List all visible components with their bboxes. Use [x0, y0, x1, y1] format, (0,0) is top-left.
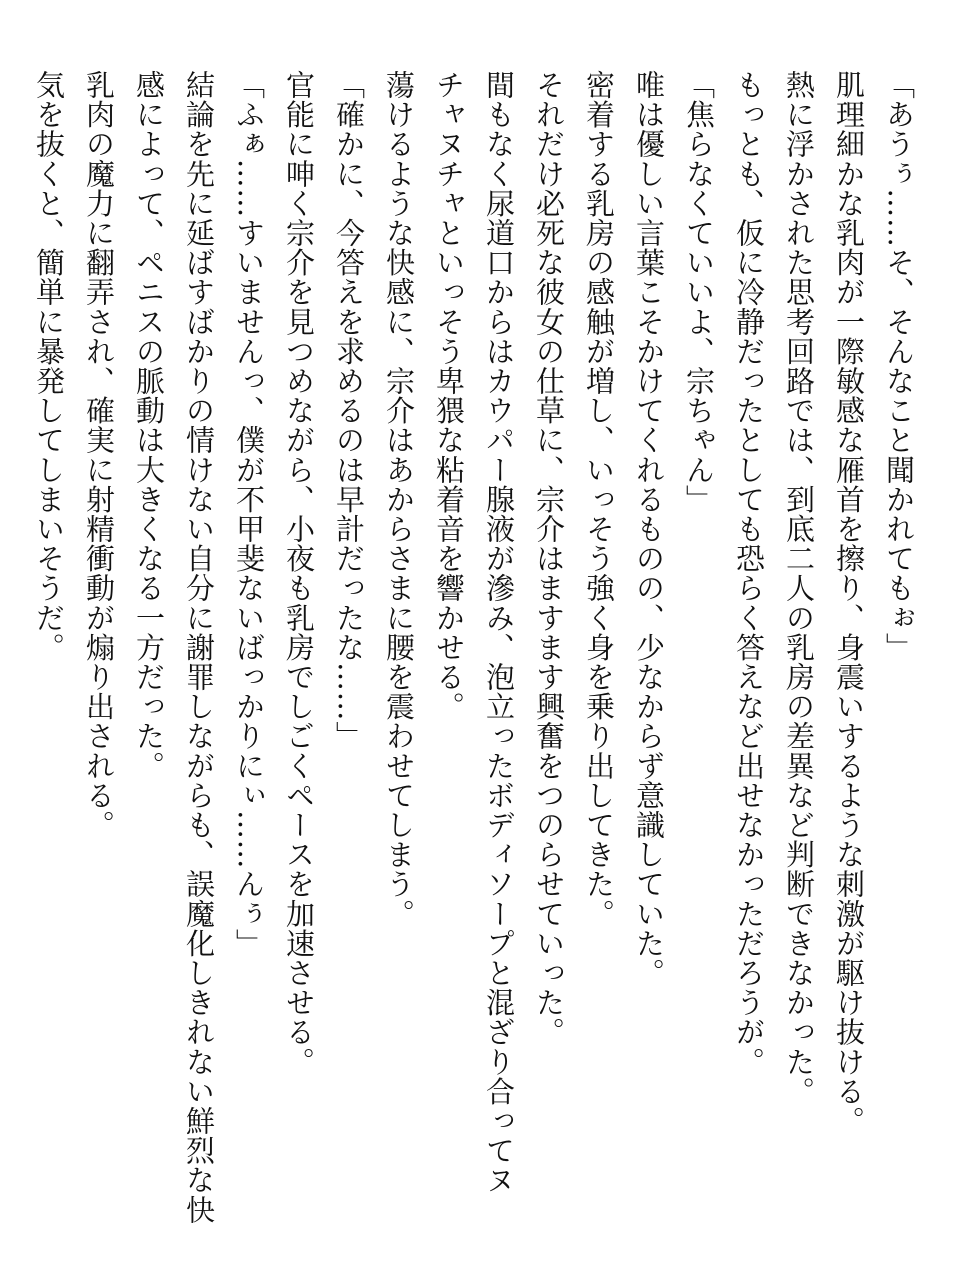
text-line: 蕩けるような快感に、宗介はあからさまに腰を震わせてしまう。	[382, 70, 416, 929]
text-line: 「確かに、今答えを求めるのは早計だったな……」	[332, 70, 366, 751]
text-line: 感によって、ペニスの脈動は大きくなる一方だった。	[132, 70, 166, 781]
vertical-text-body	[24, 70, 924, 1230]
text-line: それだけ必死な彼女の仕草に、宗介はますます興奮をつのらせていった。	[532, 70, 566, 1047]
text-line: 熱に浮かされた思考回路では、到底二人の乳房の差異など判断できなかった。	[782, 70, 816, 1106]
text-line: 唯は優しい言葉こそかけてくれるものの、少なからず意識していた。	[632, 70, 666, 988]
text-line: 密着する乳房の感触が増し、いっそう強く身を乗り出してきた。	[582, 70, 616, 929]
text-line: 乳肉の魔力に翻弄され、確実に射精衝動が煽り出される。	[82, 70, 116, 840]
text-line: 官能に呻く宗介を見つめながら、小夜も乳房でしごくペースを加速させる。	[282, 70, 316, 1077]
text-line: 「あうぅ……そ、そんなこと聞かれてもぉ」	[882, 70, 916, 662]
text-line: 「ふぁ……すいませんっ、僕が不甲斐ないばっかりにぃ……んぅ」	[232, 70, 266, 958]
text-line: 気を抜くと、簡単に暴発してしまいそうだ。	[32, 70, 66, 662]
text-line: もっとも、仮に冷静だったとしても恐らく答えなど出せなかっただろうが。	[732, 70, 766, 1077]
text-line: 間もなく尿道口からはカウパー腺液が滲み、泡立ったボディソープと混ざり合ってヌ	[482, 70, 516, 1195]
text-line: 肌理細かな乳肉が一際敏感な雁首を擦り、身震いするような刺激が駆け抜ける。	[832, 70, 866, 1136]
text-line: チャヌチャといっそう卑猥な粘着音を響かせる。	[432, 70, 466, 722]
text-line: 「焦らなくていいよ、宗ちゃん」	[682, 70, 716, 514]
text-line: 結論を先に延ばすばかりの情けない自分に謝罪しながらも、誤魔化しきれない鮮烈な快	[182, 70, 216, 1225]
